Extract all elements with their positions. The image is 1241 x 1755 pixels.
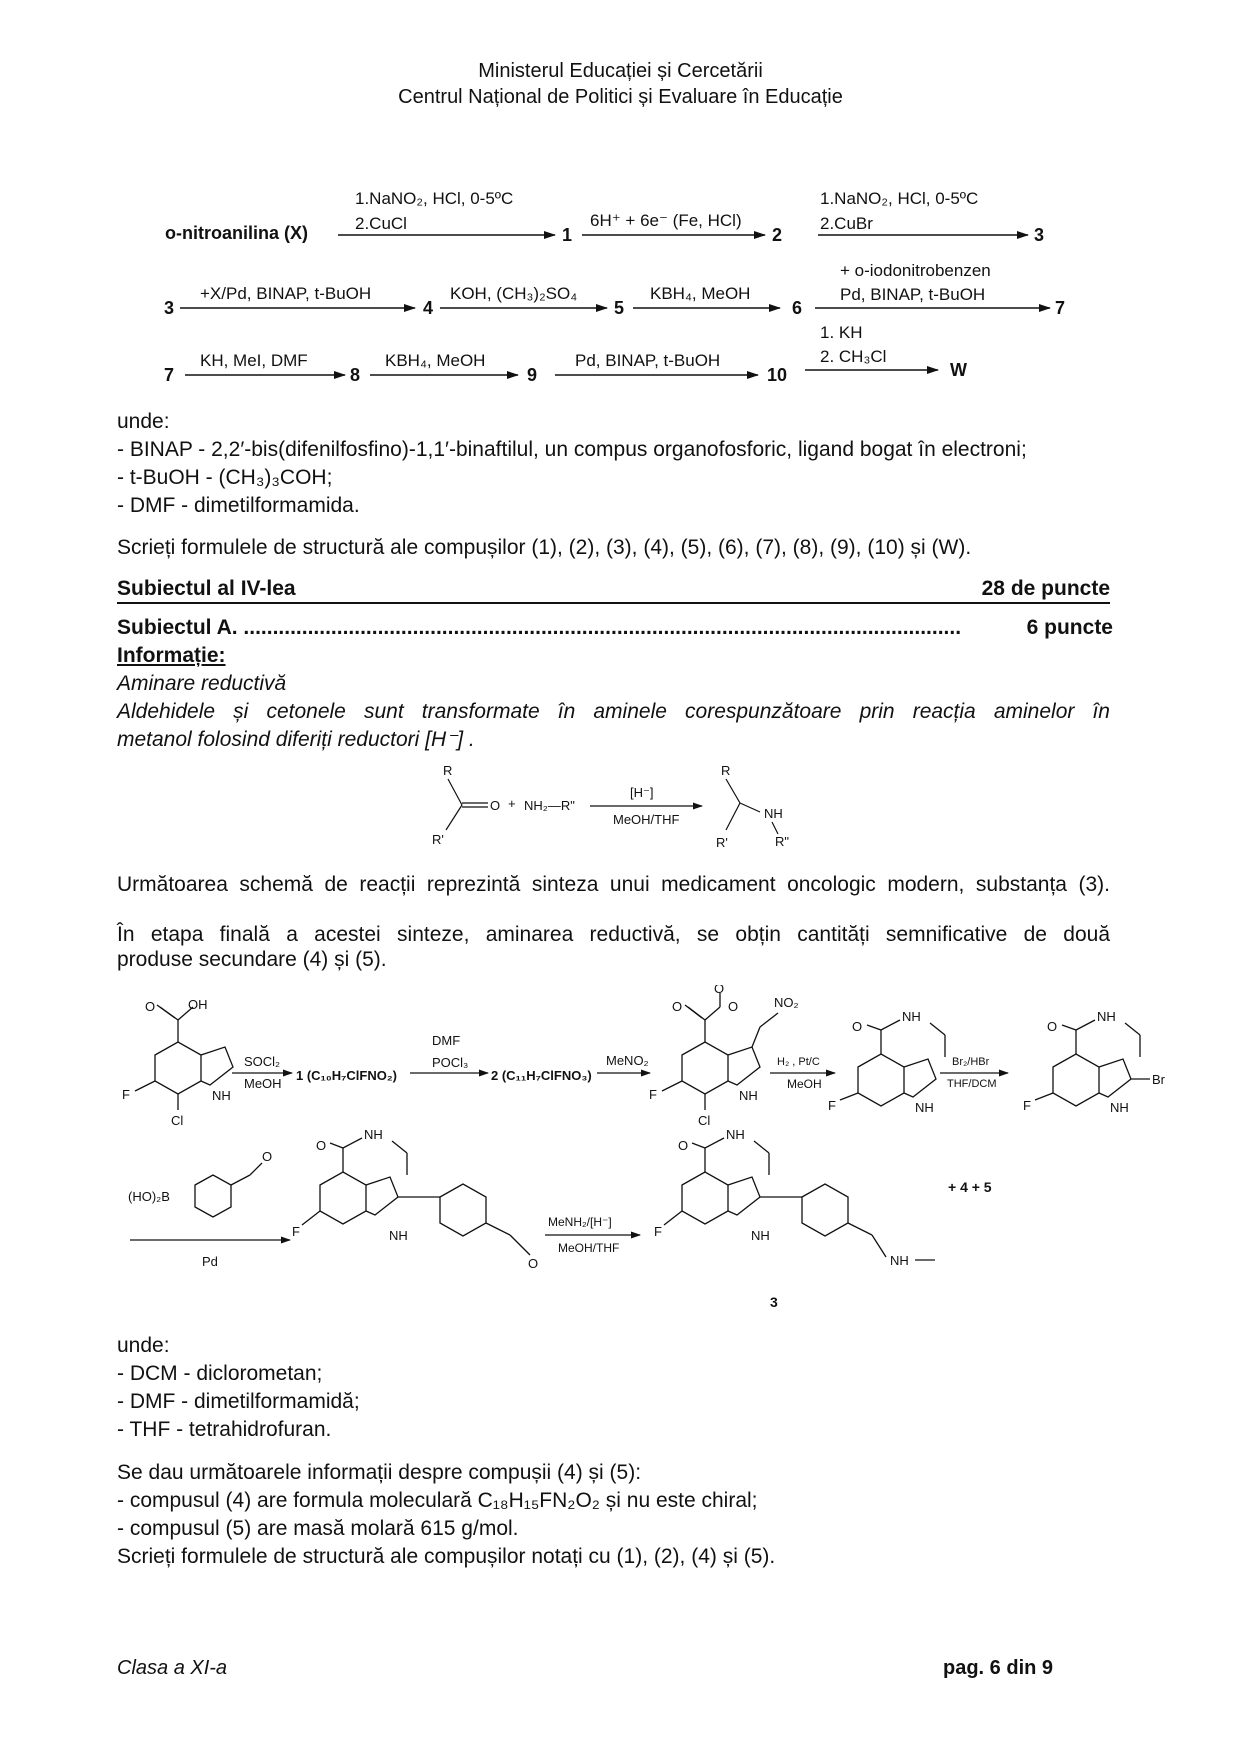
benzene-ring bbox=[682, 1172, 728, 1224]
atom-label: NH bbox=[890, 1253, 909, 1268]
atom-label: OH bbox=[188, 997, 208, 1012]
note-item: - THF - tetrahidrofuran. bbox=[117, 1418, 332, 1441]
reductive-amination-scheme bbox=[420, 760, 840, 850]
compound-label: 3 bbox=[164, 298, 175, 318]
atom-label: NH bbox=[212, 1088, 231, 1103]
atom-label: O bbox=[852, 1019, 863, 1034]
compound-label: 9 bbox=[527, 365, 538, 385]
reagent: 2.CuBr bbox=[820, 214, 873, 233]
reagent: POCl₃ bbox=[432, 1055, 469, 1070]
reagent: +X/Pd, BINAP, t-BuOH bbox=[200, 284, 372, 303]
r-group: R bbox=[721, 763, 731, 778]
atom-label: F bbox=[828, 1098, 836, 1113]
compound-2: 2 (C₁₁H₇ClFNO₃) bbox=[491, 1068, 592, 1083]
atom-label: O bbox=[1047, 1019, 1058, 1034]
atom-label: F bbox=[292, 1224, 300, 1239]
given-intro: Se dau următoarele informații despre compușii (4) și (5): bbox=[117, 1461, 642, 1484]
atom-label: O bbox=[316, 1138, 327, 1153]
start-compound: o-nitroanilina (X) bbox=[165, 223, 308, 243]
byproducts-label: + 4 + 5 bbox=[948, 1179, 992, 1195]
reagent: DMF bbox=[432, 1033, 461, 1048]
reagent: MeOH/THF bbox=[613, 812, 680, 827]
reagent: 1.NaNO₂, HCl, 0-5ºC bbox=[355, 189, 514, 208]
compound-label: 1 bbox=[562, 225, 573, 245]
atom-label: O bbox=[728, 999, 739, 1014]
info-text-line1: Aldehidele și cetonele sunt transformate în aminele corespunzătoare prin reacția aminelor în bbox=[117, 700, 1110, 723]
benzene-ring bbox=[195, 1175, 231, 1217]
reagent: MeOH bbox=[787, 1077, 822, 1091]
dot-leader: ........................................................................................................................... bbox=[243, 616, 962, 639]
reagent: Pd, BINAP, t-BuOH bbox=[575, 351, 721, 370]
atom-label: NH bbox=[726, 1127, 745, 1142]
reagent: [H⁻] bbox=[630, 785, 654, 800]
atom-label: F bbox=[654, 1224, 662, 1239]
reagent: 1. KH bbox=[820, 323, 863, 342]
atom-label: Br bbox=[1152, 1072, 1165, 1087]
amine-label: NH₂—R" bbox=[524, 798, 575, 813]
footer-class: Clasa a XI-a bbox=[117, 1657, 228, 1679]
compound-label: 6 bbox=[792, 298, 803, 318]
r2-group: R" bbox=[775, 834, 790, 849]
atom-label: NH bbox=[1097, 1009, 1116, 1024]
atom-label: F bbox=[649, 1087, 657, 1102]
notes-title: unde: bbox=[117, 410, 170, 433]
r1-group: R' bbox=[432, 832, 444, 847]
header-ministry: Ministerul Educației și Cercetării bbox=[478, 60, 763, 82]
footer-page: pag. 6 din 9 bbox=[943, 1657, 1054, 1679]
benzene-ring bbox=[802, 1184, 848, 1236]
atom-label: NH bbox=[751, 1228, 770, 1243]
benzene-ring bbox=[155, 1042, 201, 1094]
compound-label: 10 bbox=[767, 365, 788, 385]
atom-label: Cl bbox=[171, 1113, 184, 1128]
compound-1: 1 (C₁₀H₇ClFNO₂) bbox=[296, 1068, 397, 1083]
info-text-line2: metanol folosind diferiți reductori [H⁻] . bbox=[117, 728, 475, 751]
compound-label: 7 bbox=[1055, 298, 1066, 318]
synthesis-scheme bbox=[0, 985, 1241, 1320]
note-item: - DMF - dimetilformamida. bbox=[117, 494, 360, 517]
reagent: MeOH/THF bbox=[558, 1241, 620, 1255]
task-2: Scrieți formulele de structură ale compușilor notați cu (1), (2), (4) și (5). bbox=[117, 1545, 776, 1568]
section-title: Subiectul al IV-lea bbox=[117, 577, 296, 600]
benzene-ring bbox=[320, 1172, 366, 1224]
compound-label: 8 bbox=[350, 365, 361, 385]
section-points: 28 de puncte bbox=[981, 577, 1110, 600]
atom-label: NH bbox=[1110, 1100, 1129, 1115]
benzene-ring bbox=[682, 1042, 728, 1094]
reagent: KOH, (CH₃)₂SO₄ bbox=[450, 284, 578, 303]
reagent: (HO)₂B bbox=[128, 1189, 170, 1204]
atom-label: O bbox=[528, 1256, 539, 1271]
reagent: 2. CH₃Cl bbox=[820, 347, 887, 366]
atom-label: NH bbox=[389, 1228, 408, 1243]
reagent: SOCl₂ bbox=[244, 1054, 281, 1069]
benzene-ring bbox=[858, 1054, 904, 1106]
reagent: Pd bbox=[202, 1254, 218, 1269]
reagent: MeNO₂ bbox=[606, 1053, 649, 1068]
subject-a-points: 6 puncte bbox=[1026, 616, 1113, 639]
atom-label: O bbox=[714, 985, 725, 996]
atom-label: O bbox=[672, 999, 683, 1014]
given-item-1: - compusul (4) are formula moleculară C₁₈H₁₅FN₂O₂ și nu este chiral; bbox=[117, 1489, 758, 1512]
reagent: H₂ , Pt/C bbox=[777, 1056, 820, 1068]
benzene-ring bbox=[440, 1184, 486, 1236]
notes-title: unde: bbox=[117, 1334, 170, 1357]
oxygen-label: O bbox=[490, 798, 501, 813]
reagent: + o-iodonitrobenzen bbox=[840, 261, 991, 280]
reagent: 1.NaNO₂, HCl, 0-5ºC bbox=[820, 189, 979, 208]
note-item: - DCM - diclorometan; bbox=[117, 1362, 323, 1385]
reagent: KBH₄, MeOH bbox=[385, 351, 486, 370]
reagent: KBH₄, MeOH bbox=[650, 284, 751, 303]
reagent: 6H⁺ + 6e⁻ (Fe, HCl) bbox=[590, 211, 742, 230]
atom-label: F bbox=[122, 1087, 130, 1102]
product-label: 3 bbox=[770, 1294, 778, 1310]
reagent: MeNH₂/[H⁻] bbox=[548, 1215, 612, 1229]
atom-label: NH bbox=[915, 1100, 934, 1115]
subject-a-heading bbox=[117, 615, 1113, 640]
nh-label: NH bbox=[764, 806, 783, 821]
atom-label: O bbox=[145, 999, 156, 1014]
info-heading: Informație: bbox=[117, 644, 226, 667]
paragraph-2-line1: În etapa finală a acestei sinteze, aminarea reductivă, se obțin cantități semnificative de două bbox=[117, 923, 1110, 946]
subject-a-title: Subiectul A. bbox=[117, 616, 244, 639]
note-item: - DMF - dimetilformamidă; bbox=[117, 1390, 360, 1413]
compound-label: 7 bbox=[164, 365, 175, 385]
compound-label: 2 bbox=[772, 225, 783, 245]
task-1: Scrieți formulele de structură ale compușilor (1), (2), (3), (4), (5), (6), (7), (8), (9), (10) și (W). bbox=[117, 536, 972, 559]
reagent: Pd, BINAP, t-BuOH bbox=[840, 285, 986, 304]
compound-label: 4 bbox=[423, 298, 434, 318]
plus-sign: + bbox=[508, 796, 516, 811]
atom-label: NH bbox=[739, 1088, 758, 1103]
r1-group: R' bbox=[716, 835, 728, 850]
compound-label: 3 bbox=[1034, 225, 1045, 245]
reagent: KH, MeI, DMF bbox=[200, 351, 308, 370]
paragraph-2-line2: produse secundare (4) și (5). bbox=[117, 948, 387, 971]
section-heading bbox=[117, 576, 1110, 604]
reagent: Br₂/HBr bbox=[952, 1056, 990, 1068]
atom-label: O bbox=[262, 1149, 273, 1164]
reagent: 2.CuCl bbox=[355, 214, 407, 233]
reaction-scheme-1 bbox=[0, 180, 1241, 395]
given-item-2: - compusul (5) are masă molară 615 g/mol. bbox=[117, 1517, 519, 1540]
r-group: R bbox=[443, 763, 453, 778]
reagent: MeOH bbox=[244, 1076, 282, 1091]
compound-label: W bbox=[950, 360, 967, 380]
atom-label: O bbox=[678, 1138, 689, 1153]
note-item: - t-BuOH - (CH₃)₃COH; bbox=[117, 466, 333, 489]
note-item: - BINAP - 2,2′-bis(difenilfosfino)-1,1′-binaftilul, un compus organofosforic, ligand bogat în electroni; bbox=[117, 438, 1027, 461]
compound-label: 5 bbox=[614, 298, 625, 318]
info-subheading: Aminare reductivă bbox=[117, 672, 287, 695]
atom-label: F bbox=[1023, 1098, 1031, 1113]
atom-label: NH bbox=[364, 1127, 383, 1142]
atom-label: NH bbox=[902, 1009, 921, 1024]
header-center: Centrul Național de Politici și Evaluare în Educație bbox=[398, 86, 843, 108]
atom-label: Cl bbox=[698, 1113, 711, 1128]
reagent: THF/DCM bbox=[947, 1078, 997, 1090]
atom-label: NO₂ bbox=[774, 995, 799, 1010]
benzene-ring bbox=[1053, 1054, 1099, 1106]
paragraph-1: Următoarea schemă de reacții reprezintă sinteza unui medicament oncologic modern, substanța (3). bbox=[117, 873, 1110, 896]
